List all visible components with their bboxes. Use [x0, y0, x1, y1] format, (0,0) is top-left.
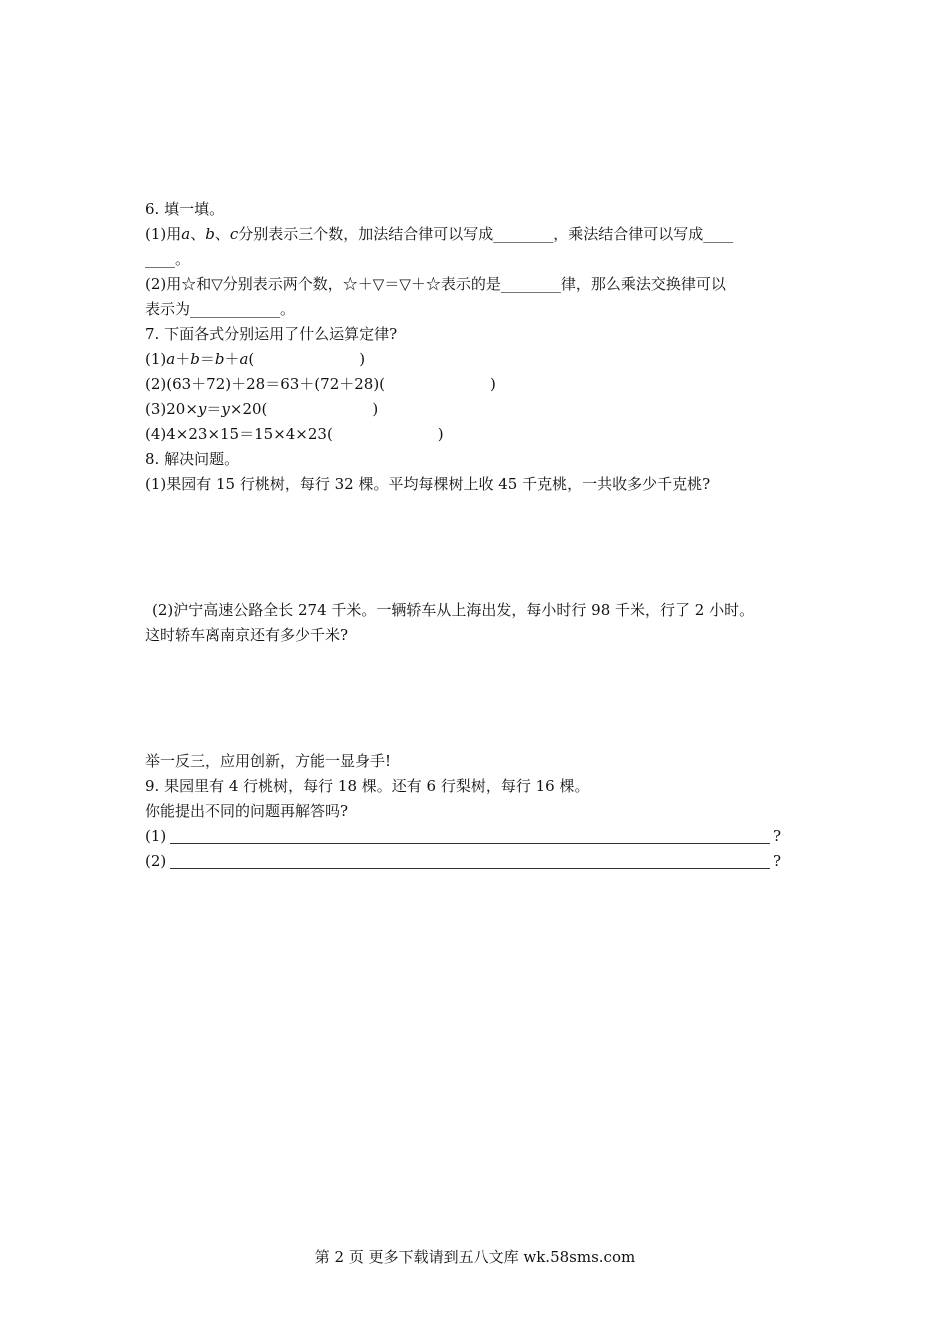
q9-item-2-label: (2) — [145, 852, 167, 870]
section-title: 举一反三，应用创新，方能一显身手! — [145, 752, 392, 770]
q9-item-1-label: (1) — [145, 827, 167, 845]
q9-heading: 9. 果园里有 4 行桃树，每行 18 棵。还有 6 行梨树，每行 16 棵。 — [145, 777, 590, 795]
q9-item-1-qmark: ? — [773, 827, 782, 845]
q8-heading: 8. 解决问题。 — [145, 450, 240, 468]
q6-part2-line1: (2)用☆和▽分别表示两个数，☆＋▽＝▽＋☆表示的是________律，那么乘法交换律可以 — [145, 275, 726, 293]
q9-item-2-answer-line[interactable] — [170, 868, 770, 869]
q6-part1-line2: ____。 — [145, 250, 191, 268]
page-footer: 第 2 页 更多下载请到五八文库 wk.58sms.com — [314, 1248, 636, 1266]
q9-item-1-answer-line[interactable] — [170, 843, 770, 844]
q6-heading: 6. 填一填。 — [145, 200, 225, 218]
q9-prompt: 你能提出不同的问题再解答吗? — [145, 802, 349, 820]
q7-item-3: (3)20×y＝y×20( ) — [145, 400, 379, 418]
q6-part1-line1: (1)用a、b、c分别表示三个数，加法结合律可以写成________，乘法结合律可以写成____ — [145, 225, 734, 243]
q7-item-1: (1)a＋b＝b＋a( ) — [145, 350, 366, 368]
q6-part2-line2: 表示为____________。 — [145, 300, 296, 318]
q7-heading: 7. 下面各式分别运用了什么运算定律? — [145, 325, 398, 343]
q8-problem-2-line2: 这时轿车离南京还有多少千米? — [145, 626, 349, 644]
q7-item-4: (4)4×23×15＝15×4×23( ) — [145, 425, 444, 443]
q7-item-2: (2)(63＋72)＋28＝63＋(72＋28)( ) — [145, 375, 496, 393]
q8-problem-2-line1: (2)沪宁高速公路全长 274 千米。一辆轿车从上海出发，每小时行 98 千米，行了 2 小时。 — [152, 601, 755, 619]
q9-item-2-qmark: ? — [773, 852, 782, 870]
q8-problem-1: (1)果园有 15 行桃树，每行 32 棵。平均每棵树上收 45 千克桃，一共收多少千克桃? — [145, 475, 711, 493]
